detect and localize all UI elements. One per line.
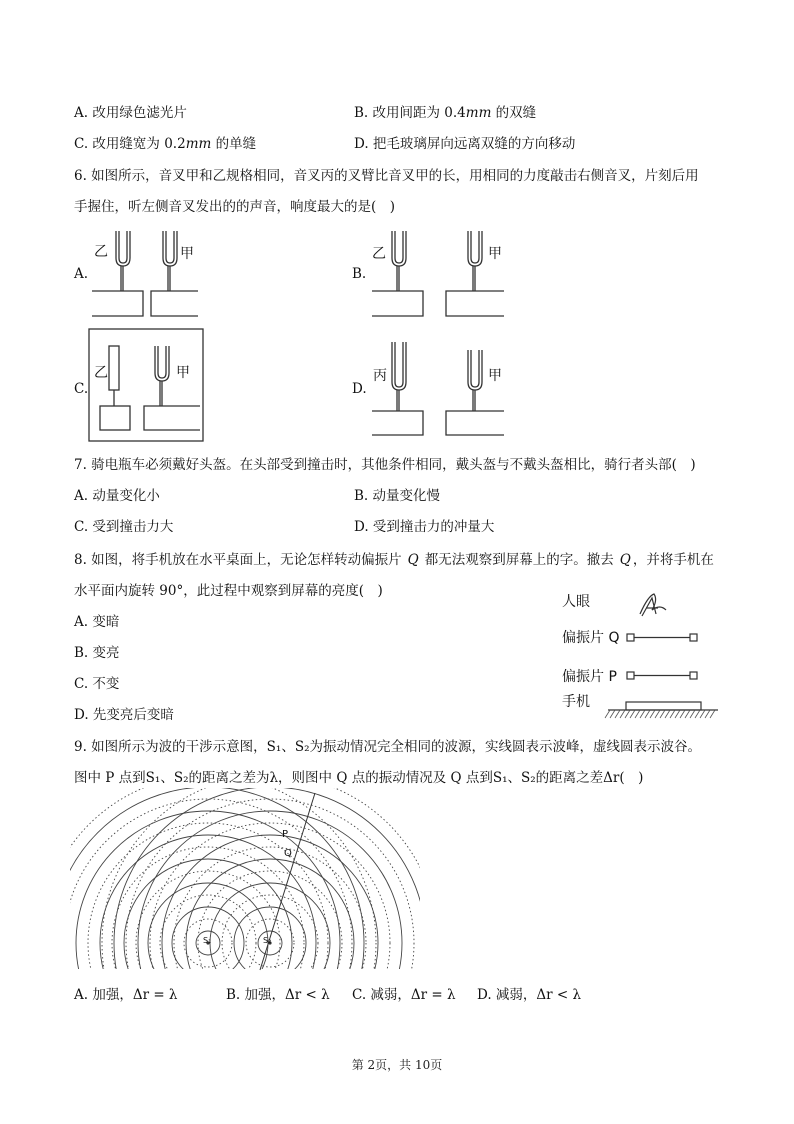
q6b-fork-jia: 甲 xyxy=(488,246,502,262)
q8-option-a: A. 变暗 xyxy=(74,614,120,630)
q6-stem-line2: 手握住，听左侧音叉发出的的声音，响度最大的是( ) xyxy=(74,199,396,215)
q6-figure-c xyxy=(88,328,208,444)
q9-interference-figure xyxy=(70,788,420,978)
q9-option-b: B. 加强，Δr < λ xyxy=(226,987,330,1003)
q9-point-p: P xyxy=(282,829,289,840)
eye-icon xyxy=(640,594,666,616)
q8-stem-line1: 8. 如图，将手机放在水平桌面上，无论怎样转动偏振片 Q 都无法观察到屏幕上的字。撤去 Q ，并将手机在 xyxy=(74,552,714,568)
q9-option-d: D. 减弱，Δr < λ xyxy=(477,987,582,1003)
q6-label-a: A. xyxy=(74,266,89,282)
q6-label-c: C. xyxy=(74,381,89,397)
q6a-fork-jia: 甲 xyxy=(180,246,194,262)
q6-figure-b xyxy=(368,226,508,326)
q8-option-c: C. 不变 xyxy=(74,676,120,692)
q6-figure-a xyxy=(88,226,208,326)
q5-option-c: C. 改用缝宽为 0.2mm 的单缝 xyxy=(74,136,257,152)
q6a-fork-yi: 乙 xyxy=(94,244,108,260)
q6-label-b: B. xyxy=(352,266,367,282)
q7-stem: 7. 骑电瓶车必须戴好头盔。在头部受到撞击时，其他条件相同，戴头盔与不戴头盔相比，骑行者头部( ) xyxy=(74,457,696,473)
q9-source-s2: S₂ xyxy=(263,936,272,945)
q6c-fork-jia: 甲 xyxy=(176,365,190,381)
q8-label-polarizer-q: 偏振片 Q xyxy=(562,630,620,646)
q7-option-d: D. 受到撞击力的冲量大 xyxy=(354,519,495,535)
q6b-fork-yi: 乙 xyxy=(372,246,386,262)
q7-option-a: A. 动量变化小 xyxy=(74,488,160,504)
q9-option-a: A. 加强，Δr = λ xyxy=(74,987,178,1003)
q9-point-q: Q xyxy=(284,848,292,859)
q9-option-c: C. 减弱，Δr = λ xyxy=(352,987,456,1003)
q8-label-eye: 人眼 xyxy=(562,594,590,610)
q9-stem-line2: 图中 P 点到S₁、S₂的距离之差为λ，则图中 Q 点的振动情况及 Q 点到S₁、S₂的距离之差Δr( ) xyxy=(74,770,644,786)
q5-option-d: D. 把毛玻璃屏向远离双缝的方向移动 xyxy=(354,136,576,152)
q8-stem-line2: 水平面内旋转 90°，此过程中观察到屏幕的亮度( ) xyxy=(74,583,383,599)
q7-option-c: C. 受到撞击力大 xyxy=(74,519,174,535)
q6-label-d: D. xyxy=(352,381,367,397)
q6c-fork-yi: 乙 xyxy=(94,365,108,381)
page-footer: 第 2页，共 10页 xyxy=(351,1058,443,1072)
q8-figure xyxy=(600,590,730,730)
q8-option-d: D. 先变亮后变暗 xyxy=(74,707,174,723)
q5-option-b: B. 改用间距为 0.4mm 的双缝 xyxy=(354,105,537,121)
q5-option-a: A. 改用绿色滤光片 xyxy=(74,105,187,121)
q9-stem-line1: 9. 如图所示为波的干涉示意图，S₁、S₂为振动情况完全相同的波源，实线圆表示波峰，虚线圆表示波谷。 xyxy=(74,739,701,755)
q8-label-phone: 手机 xyxy=(562,694,590,710)
q6d-fork-bing: 丙 xyxy=(373,368,387,384)
q9-source-s1: S₁ xyxy=(203,936,212,945)
q6-figure-d xyxy=(368,338,508,438)
q8-label-polarizer-p: 偏振片 P xyxy=(562,669,617,685)
q6d-fork-jia: 甲 xyxy=(488,368,502,384)
q6-stem-line1: 6. 如图所示，音叉甲和乙规格相同，音叉丙的叉臂比音叉甲的长，用相同的力度敲击右侧音叉，片刻后用 xyxy=(74,168,699,184)
q7-option-b: B. 动量变化慢 xyxy=(354,488,441,504)
q8-option-b: B. 变亮 xyxy=(74,645,120,661)
